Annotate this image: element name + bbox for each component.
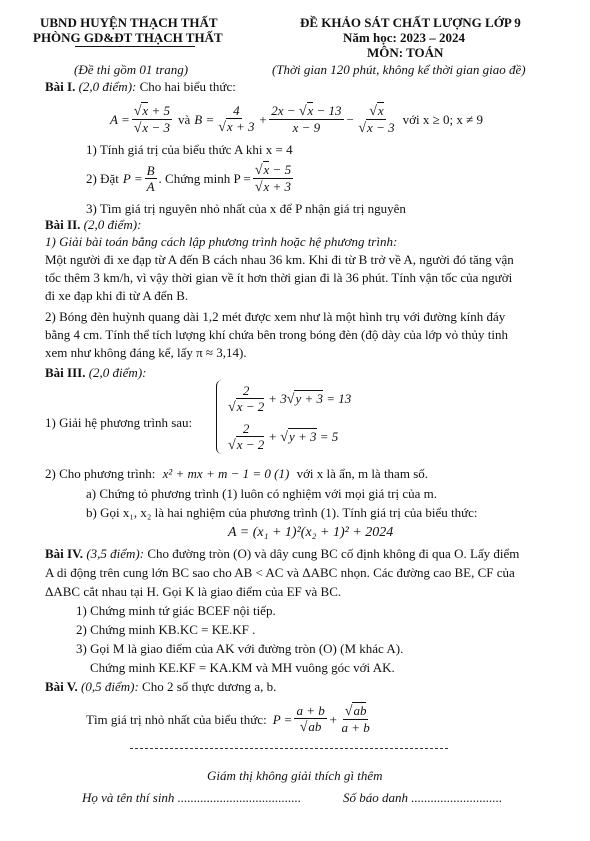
bai5-points: (0,5 điểm): bbox=[81, 679, 139, 694]
bai3-q2b: b) Gọi x₁, x₂ là hai nghiệm của phương trình (1). Tính giá trị của biểu thức: bbox=[86, 505, 478, 520]
bai4-q3b: Chứng minh KE.KF = KA.KM và MH vuông góc với AK. bbox=[90, 660, 395, 675]
bai5-task-text: Tìm giá trị nhỏ nhất của biểu thức: bbox=[86, 711, 267, 727]
bai2-p1-line2: tốc thêm 3 km/h, vì vậy thời gian về ít hơn thời gian đi là 36 phút. Tính vận tốc của người bbox=[45, 270, 513, 285]
bai1-q2-pre: 2) Đặt bbox=[86, 170, 119, 186]
bai5-task: Tìm giá trị nhỏ nhất của biểu thức: P = $\frac{a + b}{√ab}$ + $\frac{√ab}{a + b}$ bbox=[86, 703, 370, 735]
bai1-intro: Cho hai biểu thức: bbox=[139, 79, 236, 94]
bai2-p1-head: 1) Giải bài toán bằng cách lập phương trình hoặc hệ phương trình: bbox=[45, 234, 398, 249]
bai1-condition: với x ≥ 0; x ≠ 9 bbox=[402, 111, 483, 127]
bai2-p2-line1: 2) Bóng đèn huỳnh quang dài 1,2 mét được xem như là một hình trụ với đường kính đáy bbox=[45, 309, 506, 324]
time-note: (Thời gian 120 phút, không kể thời gian giao đề) bbox=[272, 62, 526, 77]
system-eq1: $\frac{2}{√x - 2}$ + 3√y + 3 = 13 bbox=[228, 383, 352, 415]
bai2-title: Bài II. bbox=[45, 217, 81, 232]
bai4-q2: 2) Chứng minh KB.KC = KE.KF . bbox=[76, 622, 256, 637]
bai4-title: Bài IV. bbox=[45, 546, 84, 561]
bai1-title: Bài I. bbox=[45, 79, 76, 94]
bai3-q2 bbox=[45, 465, 428, 482]
bai3-q2-pre: 2) Cho phương trình: bbox=[45, 466, 156, 481]
bai2-p1-line3: đi xe đạp khi đi từ A đến B. bbox=[45, 288, 189, 303]
bai4-q1: 1) Chứng minh tứ giác BCEF nội tiếp. bbox=[76, 603, 276, 618]
bai1-q3: 3) Tìm giá trị nguyên nhỏ nhất của x để P nhận giá trị nguyên bbox=[86, 201, 406, 216]
bai1-points: (2,0 điểm): bbox=[78, 79, 137, 94]
school-year: Năm học: 2023 – 2024 bbox=[343, 30, 466, 45]
bai3-q1: 1) Giải hệ phương trình sau: bbox=[45, 415, 193, 430]
bai2-p2-line3: xem như không đáng kể, lấy π ≈ 3,14). bbox=[45, 345, 247, 360]
bai4-text1: Cho đường tròn (O) và dây cung BC cố định không đi qua O. Lấy điểm bbox=[147, 546, 520, 561]
bai4-line1 bbox=[45, 545, 519, 562]
bai2-p2-line2: bằng 4 cm. Tính thể tích lượng khí chứa bên trong bóng đèn (độ dày của lớp vỏ thủy tinh bbox=[45, 327, 509, 342]
bai5-intro: Cho 2 số thực dương a, b. bbox=[142, 679, 277, 694]
bai5-title: Bài V. bbox=[45, 679, 78, 694]
bai3-heading bbox=[45, 364, 146, 381]
bai3-q2-eq: x² + mx + m − 1 = 0 (1) bbox=[162, 466, 290, 481]
bai1-q2-mid: . Chứng minh P = bbox=[158, 170, 251, 186]
bai3-q2b-expr: A = (x₁ + 1)²(x₂ + 1)² + 2024 bbox=[228, 525, 394, 540]
bai4-q3: 3) Gọi M là giao điểm của AK với đường tròn (O) (M khác A). bbox=[76, 641, 404, 656]
candidate-number-field: Số báo danh ............................ bbox=[343, 790, 503, 805]
exam-title: ĐỀ KHẢO SÁT CHẤT LƯỢNG LỚP 9 bbox=[300, 15, 521, 30]
system-brace bbox=[216, 380, 223, 454]
bai3-title: Bài III. bbox=[45, 365, 86, 380]
candidate-name-field: Họ và tên thí sinh ...................................... bbox=[82, 790, 302, 805]
bai3-q2a: a) Chứng tỏ phương trình (1) luôn có nghiệm với mọi giá trị của m. bbox=[86, 486, 437, 501]
header-underline bbox=[75, 46, 195, 47]
footer-note: Giám thị không giải thích gì thêm bbox=[207, 768, 383, 783]
bai4-line2: A di động trên cung lớn BC sao cho AB < AC và ΔABC nhọn. Các đường cao BE, CF của bbox=[45, 565, 515, 580]
school-department: PHÒNG GD&ĐT THẠCH THẤT bbox=[33, 30, 223, 45]
pages-note: (Đề thi gồm 01 trang) bbox=[74, 62, 189, 77]
school-district: UBND HUYỆN THẠCH THẤT bbox=[40, 15, 218, 30]
separator-line bbox=[130, 748, 448, 749]
bai1-q2: 2) Đặt P = $\frac{B}{A}$ . Chứng minh P = $\frac{√x - 5}{√x + 3}$ bbox=[86, 161, 292, 195]
bai1-heading bbox=[45, 78, 236, 95]
bai3-q2-post: với x là ẩn, m là tham số. bbox=[296, 466, 428, 481]
bai2-p1-line1: Một người đi xe đạp từ A đến B cách nhau 36 km. Khi đi từ B trở về A, người đó tăng vận bbox=[45, 252, 514, 267]
bai4-line3: ΔABC cắt nhau tại H. Gọi K là giao điểm của EF và BC. bbox=[45, 584, 342, 599]
bai4-points: (3,5 điểm): bbox=[86, 546, 145, 561]
bai1-formulas: A = $\frac{√x + 5}{√x - 3}$ và B = $\frac{4}{√x + 3}$ + $\frac{2x - √x - 13}{x - 9}$ − $\frac{√x}{√x - 3}$ với x ≥ 0; x ≠ 9 bbox=[110, 102, 483, 136]
bai5-heading bbox=[45, 678, 276, 695]
subject: MÔN: TOÁN bbox=[367, 45, 444, 60]
bai2-heading bbox=[45, 216, 141, 233]
bai3-points: (2,0 điểm): bbox=[88, 365, 147, 380]
system-eq2: $\frac{2}{√x - 2}$ + √y + 3 = 5 bbox=[228, 421, 339, 453]
bai2-points: (2,0 điểm): bbox=[83, 217, 142, 232]
bai1-q1: 1) Tính giá trị của biểu thức A khi x = 4 bbox=[86, 142, 293, 157]
